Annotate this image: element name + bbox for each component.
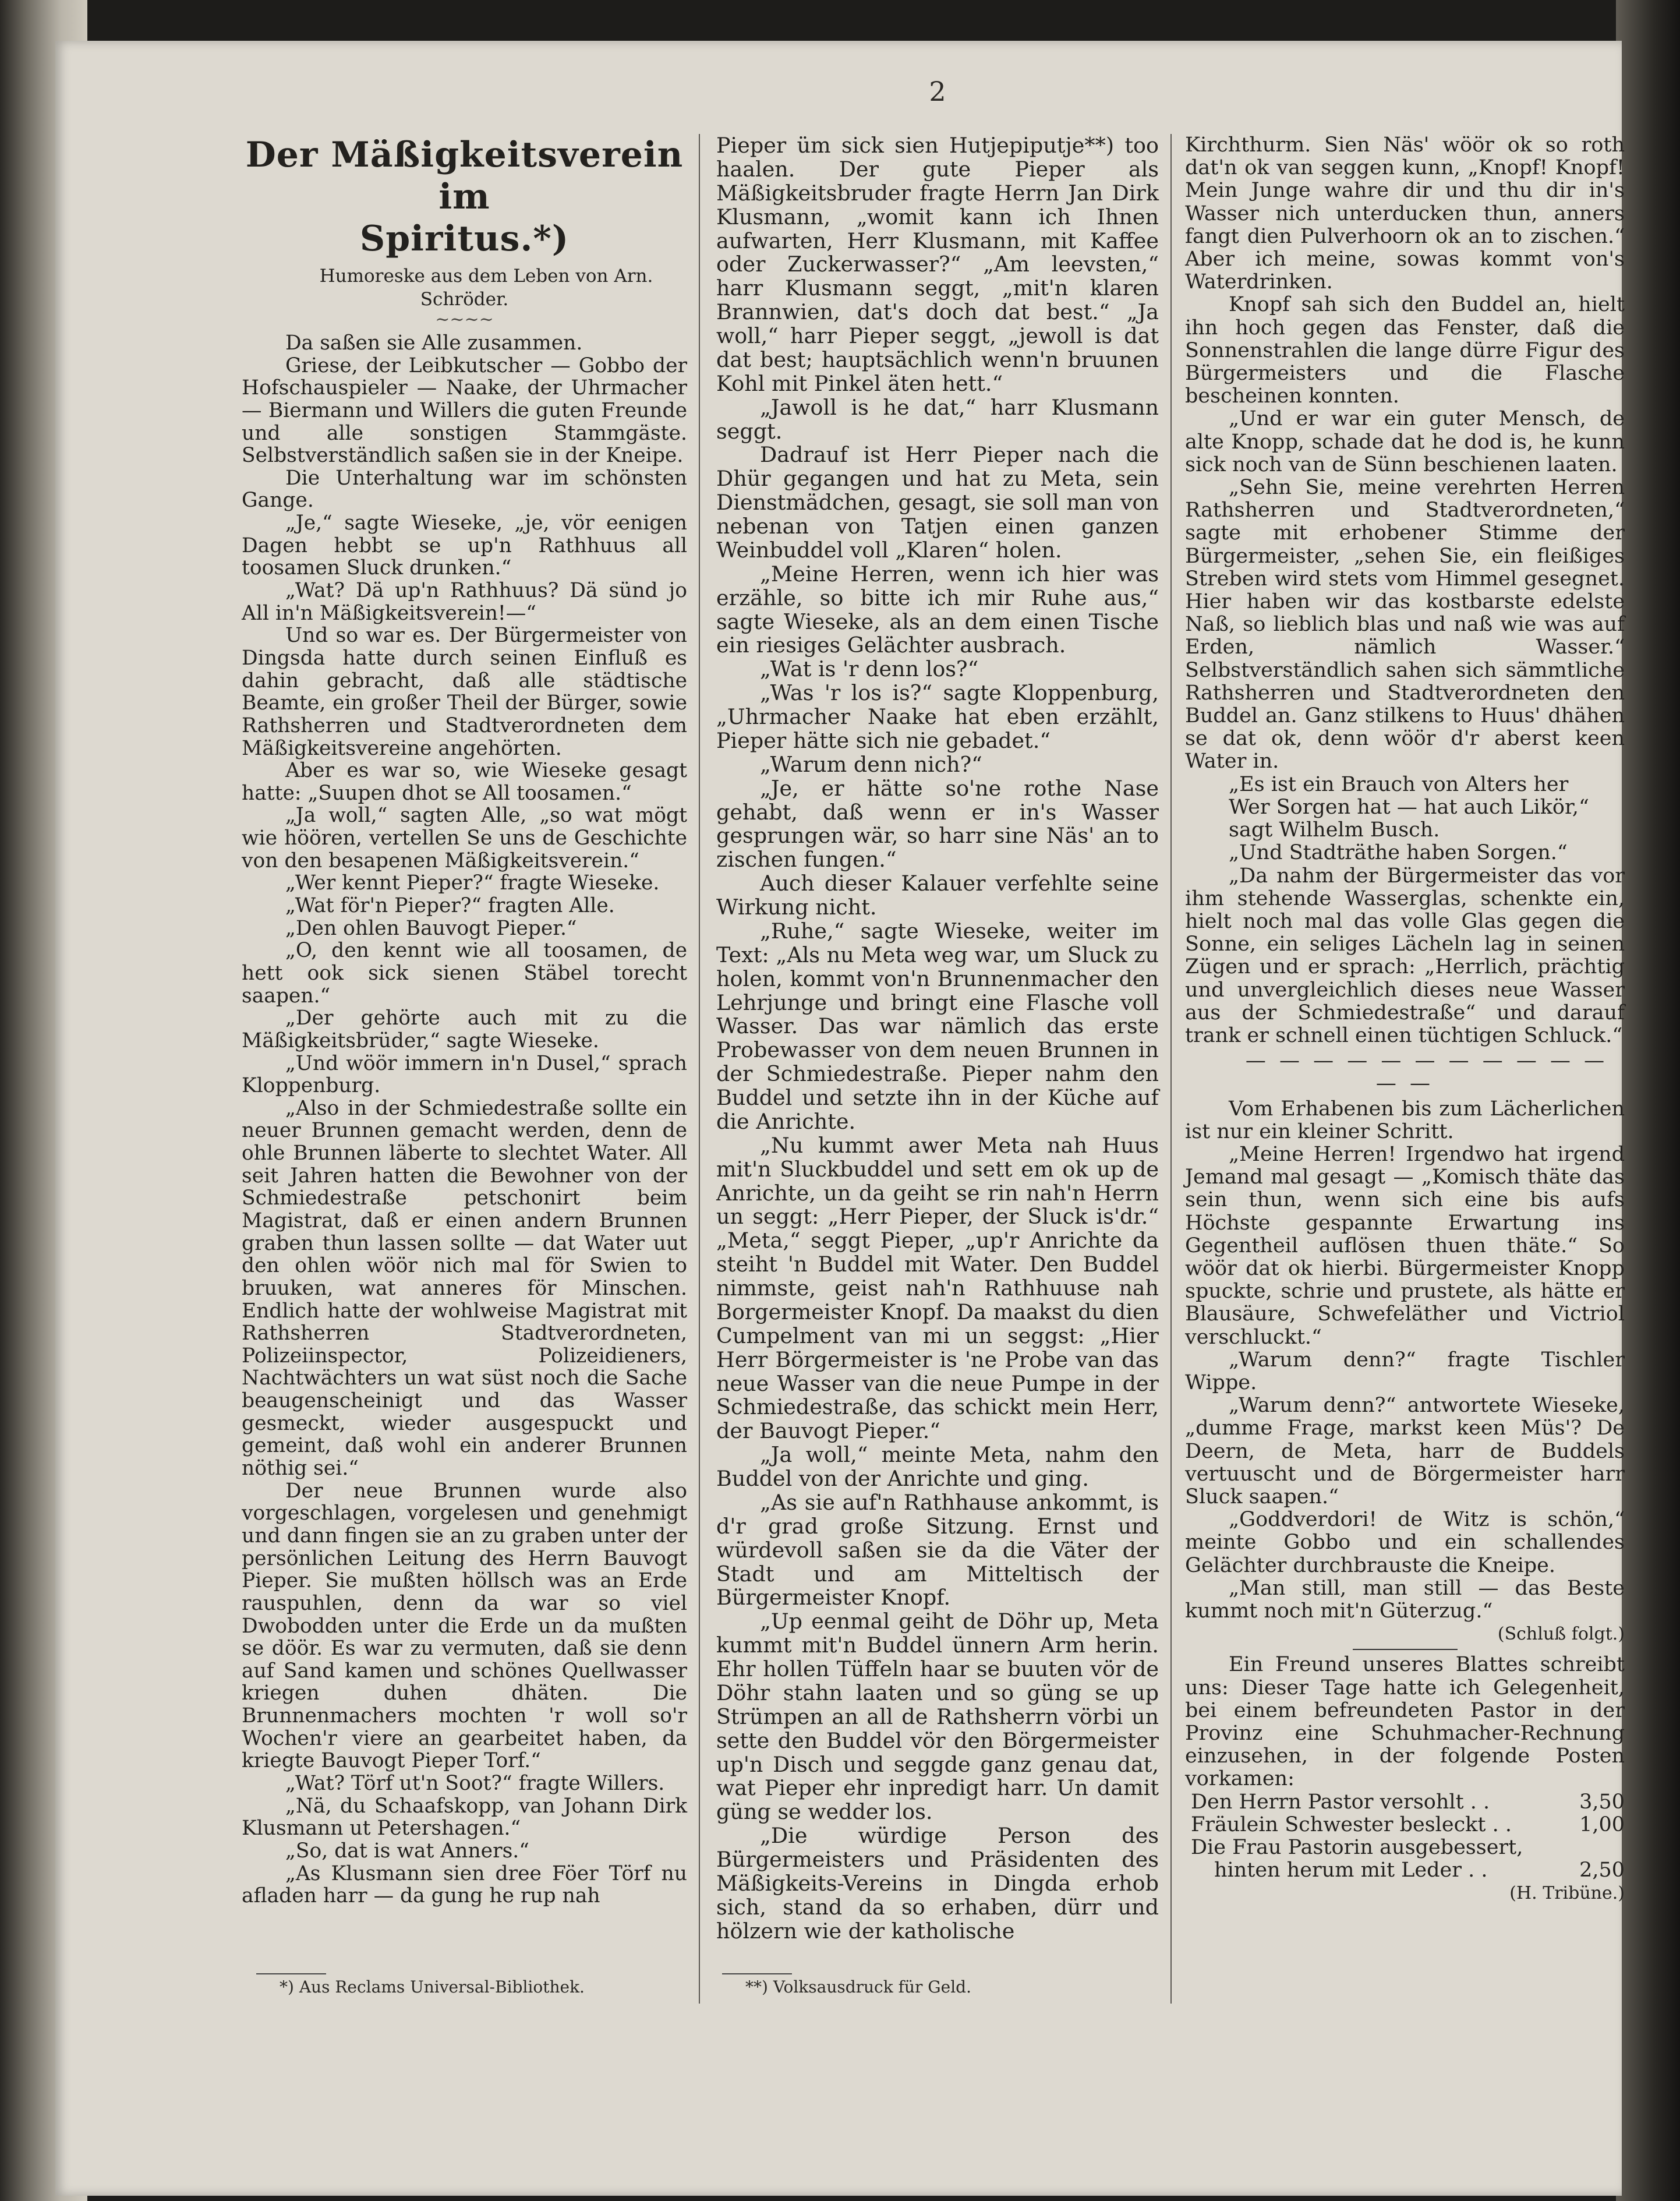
bill-item-amount: 1,00 <box>1579 1813 1625 1836</box>
paragraph: „Meine Herren! Irgendwo hat irgend Jemand mal gesagt — „Komisch thäte das sein thun, wenn sich eine bis aufs Höchste gespannte Erwartung ins Gegentheil auflösen thuen thäte.“ So wöör dat ok hierbi. Bürgermeister Knopp spuckte, schrie und prustete, als hätte er Blausäure, Schwefeläther und Victriol verschluckt.“ <box>1185 1142 1625 1349</box>
book-binding-shadow <box>1616 0 1680 2201</box>
paragraph: „Warum denn?“ antwortete Wieseke, „dumme Frage, markst keen Müs'? De Deern, de Meta, harr de Buddels vertuuscht und de Börgermeister harr Sluck saapen.“ <box>1185 1394 1625 1508</box>
verse-line: Wer Sorgen hat — hat auch Likör,“ <box>1229 795 1589 819</box>
paragraph: Die Unterhaltung war im schönsten Gange. <box>242 466 687 513</box>
column-3 <box>1185 134 1625 1905</box>
paragraph: Griese, der Leibkutscher — Gobbo der Hofschauspieler — Naake, der Uhrmacher — Biermann und Willers die guten Freunde und alle sonstigen Stammgäste. Selbstverständlich saßen sie in der Kneipe. <box>242 354 687 468</box>
section-rule <box>1353 1649 1458 1650</box>
paragraph: „Den ohlen Bauvogt Pieper.“ <box>285 916 577 940</box>
bill-item-label: Den Herrn Pastor versohlt . . <box>1191 1790 1490 1814</box>
paragraph: „As sie auf'n Rathhause ankommt, is d'r grad große Sitzung. Ernst und würdevoll saßen sie da die Väter der Stadt und am Mitteltisch der Bürgermeister Knopf. <box>716 1489 1159 1610</box>
paragraph: „Ja woll,“ meinte Meta, nahm den Buddel von der Anrichte und ging. <box>716 1442 1159 1491</box>
bill-item <box>1185 1836 1625 1859</box>
article-title-line-1: Der Mäßigkeitsverein im <box>245 135 684 217</box>
paragraph: „Wat? Törf ut'n Soot?“ fragte Willers. <box>285 1772 665 1795</box>
paragraph: Da saßen sie Alle zusammen. <box>285 331 583 355</box>
paragraph: „Was 'r los is?“ sagte Kloppenburg, „Uhrmacher Naake hat eben erzählt, Pieper hätte sich nie gebadet.“ <box>716 680 1159 753</box>
bill-item-label: Fräulein Schwester besleckt . . <box>1191 1813 1512 1836</box>
article-title <box>242 134 687 260</box>
bill-list <box>1185 1791 1625 1882</box>
paragraph: „O, den kennt wie all toosamen, de hett ook sick sienen Stäbel torecht saapen.“ <box>242 939 687 1008</box>
article-title-line-2: Spiritus.*) <box>359 218 570 259</box>
paragraph: Pieper üm sick sien Hutjepiputje**) too haalen. Der gute Pieper als Mäßigkeitsbruder fragte Herrn Jan Dirk Klusmann, „womit kann ich Ihnen aufwarten, Herr Klusmann, mit Kaffee oder Zuckerwasser?“ „Am leevsten,“ harr Klusmann seggt, „mit'n klaren Brannwien, dat's doch dat best.“ „Ja woll,“ harr Pieper seggt, „jewoll is dat dat best; hauptsächlich wenn'n bruunen Kohl mit Pinkel äten hett.“ <box>716 133 1159 396</box>
paragraph: „Up eenmal geiht de Döhr up, Meta kummt mit'n Buddel ünnern Arm herin. Ehr hollen Tüffeln haar se buuten vör de Döhr stahn laaten und so güng se up Strümpen an all de Rathsherrn vörbi un sette den Buddel vör den Börgermeister up'n Disch und seggde ganz genau dat, wat Pieper ehr inpredigt harr. Un damit güng se wedder los. <box>716 1609 1159 1825</box>
paragraph: „Sehn Sie, meine verehrten Herren Rathsherren und Stadtverordneten,“ sagte mit erhobener Stimme der Bürgermeister, „sehen Sie, ein fleißiges Streben wird stets vom Himmel gesegnet. Hier haben wir das kostbarste edelste Naß, so lieblich blas und naß wie was auf Erden, nämlich Wasser.“ Selbstverständlich sahen sich sämmtliche Rathsherren und Stadtverordneten den Buddel an. Ganz stilkens to Huus' dhähen se dat ok, denn wöör d'r aberst keen Water in. <box>1185 476 1625 773</box>
footnote-2: **) Volksausdruck für Geld. <box>745 1977 972 1997</box>
paragraph: „Warum denn?“ fragte Tischler Wippe. <box>1185 1348 1625 1394</box>
bill-item <box>1185 1791 1625 1814</box>
footnote-rule-2 <box>722 1973 792 1974</box>
paragraph: „Man still, man still — das Beste kummt noch mit'n Güterzug.“ <box>1185 1576 1625 1623</box>
paragraph: „Wat is 'r denn los?“ <box>760 656 979 682</box>
paragraph: Knopf sah sich den Buddel an, hielt ihn hoch gegen das Fenster, daß die Sonnenstrahlen die lange dürre Figur des Bürgermeisters und die Flasche bescheinen konnten. <box>1185 293 1625 408</box>
verse-attribution: sagt Wilhelm Busch. <box>1229 818 1440 842</box>
article-byline: Humoreske aus dem Leben von Arn. Schröder. <box>319 266 653 310</box>
paragraph: Auch dieser Kalauer verfehlte seine Wirkung nicht. <box>716 871 1159 920</box>
paragraph: „Wat för'n Pieper?“ fragten Alle. <box>285 894 615 918</box>
bill-item <box>1185 1859 1625 1882</box>
paragraph: „Und Stadträthe haben Sorgen.“ <box>1229 841 1568 865</box>
paragraph: „Da nahm der Bürgermeister das vor ihm stehende Wasserglas, schenkte ein, hielt noch mal das volle Glas gegen die Sonne, ein seliges Lächeln lag in seinen Zügen und er sprach: „Herrlich, prächtig und unvergleichlich dieses neue Wasser aus der Schmiedestraße“ und darauf trank er schnell einen tüchtigen Schluck.“ <box>1185 864 1625 1047</box>
paragraph: „Wer kennt Pieper?“ fragte Wieseke. <box>285 871 660 895</box>
paragraph: „Je,“ sagte Wieseke, „je, vör eenigen Dagen hebbt se up'n Rathhuus all toosamen Sluck drunken.“ <box>242 511 687 580</box>
paragraph: „Goddverdori! de Witz is schön,“ meinte Gobbo und ein schallendes Gelächter durchbrauste die Kneipe. <box>1185 1508 1625 1577</box>
paragraph: Vom Erhabenen bis zum Lächerlichen ist nur ein kleiner Schritt. <box>1185 1097 1625 1143</box>
paragraph: „Wat? Dä up'n Rathhuus? Dä sünd jo All in'n Mäßigkeitsverein!—“ <box>242 579 687 625</box>
paragraph: „Also in der Schmiedestraße sollte ein neuer Brunnen gemacht werden, denn de ohle Brunnen läberte to slechtet Water. All seit Jahren hatten die Bewohner von der Schmiedestraße petschonirt beim Magistrat, daß er einen andern Brunnen graben thun lassen sollte — dat Water uut den ohlen wöör nich mal för Swien to bruuken, wat anneres för Minschen. Endlich hatte der wohlweise Magistrat mit Rathsherren Stadtverordneten, Polizeiinspector, Polizeidieners, Nachtwächters un wat süst noch die Sache beaugenscheinigt und das Wasser gesmeckt, wieder ausgespuckt und gemeint, daß wohl ein anderer Brunnen nöthig sei.“ <box>242 1096 687 1481</box>
notice-intro: Ein Freund unseres Blattes schreibt uns: Dieser Tage hatte ich Gelegenheit, bei einem befreundeten Pastor in der Provinz eine Schuhmacher-Rechnung einzusehen, in der folgende Posten vorkamen: <box>1185 1653 1625 1791</box>
ornament-divider: ~~~~ <box>435 309 494 330</box>
bill-item <box>1185 1814 1625 1836</box>
paragraph: „Je, er hätte so'ne rothe Nase gehabt, daß wenn er in's Wasser gesprungen wär, so harr sine Näs' an to zischen fungen.“ <box>716 775 1159 872</box>
paragraph: Aber es war so, wie Wieseke gesagt hatte: „Suupen dhot se All toosamen.“ <box>242 759 687 805</box>
column-1 <box>242 134 687 1907</box>
paragraph: „Der gehörte auch mit zu die Mäßigkeitsbrüder,“ sagte Wieseke. <box>242 1006 687 1052</box>
bill-item-label: Die Frau Pastorin ausgebessert, <box>1191 1836 1523 1860</box>
paragraph: „Und er war ein guter Mensch, de alte Knopp, schade dat he dod is, he kunn sick noch van de Sünn beschienen laaten. <box>1185 407 1625 476</box>
paragraph: „Und wöör immern in'n Dusel,“ sprach Kloppenburg. <box>242 1051 687 1098</box>
source-credit: (H. Tribüne.) <box>1509 1883 1625 1904</box>
column-2 <box>716 134 1159 1944</box>
paragraph: „Jawoll is he dat,“ harr Klusmann seggt. <box>716 394 1159 444</box>
footnote-rule-1 <box>256 1973 326 1974</box>
paragraph: „Die würdige Person des Bürgermeisters und Präsidenten des Mäßigkeits-Vereins in Dingda erhob sich, stand da so erhaben, dürr und hölzern wie der katholische <box>716 1823 1159 1944</box>
paragraph: „Nu kummt awer Meta nah Huus mit'n Sluckbuddel und sett em ok up de Anrichte, un da geiht se rin nah'n Herrn un seggt: „Herr Pieper, der Sluck is'dr.“ „Meta,“ seggt Pieper, „up'r Anrichte da steiht 'n Buddel mit Water. Den Buddel nimmste, geist nah'n Rathhuuse nah Borgermeister Knopf. Da maakst du dien Cumpelment van mi un seggst: „Hier Herr Börgermeister is 'ne Probe van das neue Wasser van die neue Pumpe in der Schmiedestraße, das schickt mein Herr, der Bauvogt Pieper.“ <box>716 1132 1159 1444</box>
footnote-1: *) Aus Reclams Universal-Bibliothek. <box>280 1977 585 1997</box>
paragraph: „Meine Herren, wenn ich hier was erzähle, so bitte ich mir Ruhe aus,“ sagte Wieseke, als an dem einen Tische ein riesiges Gelächter ausbrach. <box>716 561 1159 658</box>
paragraph: „As Klusmann sien dree Föer Törf nu afladen harr — da gung he rup nah <box>242 1861 687 1908</box>
bill-item-label: hinten herum mit Leder . . <box>1214 1859 1488 1882</box>
page-number: 2 <box>929 76 946 107</box>
continued-note: (Schluß folgt.) <box>1497 1624 1625 1645</box>
paragraph: „Ruhe,“ sagte Wieseke, weiter im Text: „Als nu Meta weg war, um Sluck zu holen, kommt von'n Brunnenmacher den Lehrjunge und bringt eine Flasche voll Wasser. Das war nämlich das erste Probewasser von dem neuen Brunnen in der Schmiedestraße. Pieper nahm den Buddel und setzte ihn in der Küche auf die Anrichte. <box>716 918 1159 1134</box>
dash-separator: — — — — — — — — — — — — — <box>1245 1049 1608 1096</box>
paragraph: Dadrauf ist Herr Pieper nach die Dhür gegangen und hat zu Meta, sein Dienstmädchen, gesagt, sie soll man von nebenan von Tatjen einen ganzen Weinbuddel voll „Klaren“ holen. <box>716 442 1159 563</box>
paragraph: Und so war es. Der Bürgermeister von Dingsda hatte durch seinen Einfluß es dahin gebracht, daß alle städtische Beamte, ein großer Theil der Bürger, sowie Rathsherren und Stadtverordneten dem Mäßigkeitsvereine angehörten. <box>242 624 687 760</box>
bill-item-amount: 2,50 <box>1579 1859 1625 1882</box>
paragraph: „Nä, du Schaafskopp, van Johann Dirk Klusmann ut Petershagen.“ <box>242 1794 687 1840</box>
bill-item-amount: 3,50 <box>1579 1790 1625 1814</box>
column-divider-1 <box>699 134 700 2004</box>
paragraph: „Warum denn nich?“ <box>760 751 982 777</box>
paragraph: Kirchthurm. Sien Näs' wöör ok so roth dat'n ok van seggen kunn, „Knopf! Knopf! Mein Junge wahre dir und thu dir in's Wasser nich unterducken thun, anners fangt dien Pulverhoorn ok an to zischen.“ Aber ich meine, sowas kommt von's Waterdrinken. <box>1185 133 1625 294</box>
paragraph: „Ja woll,“ sagten Alle, „so wat mögt wie höören, vertellen Se uns de Geschichte von den besapenen Mäßigkeitsverein.“ <box>242 804 687 872</box>
column-divider-2 <box>1170 134 1172 2004</box>
paragraph: „So, dat is wat Anners.“ <box>285 1839 529 1863</box>
paragraph: Der neue Brunnen wurde also vorgeschlagen, vorgelesen und genehmigt und dann fingen sie an zu graben unter der persönlichen Leitung des Herrn Bauvogt Pieper. Sie mußten höllsch was an Erde rauspuhlen, denn da war so viel Dwobodden unter die Erde un da mußten se döör. Es war zu vermuten, daß sie denn auf Sand kamen und schönes Quellwasser kriegen duhen dhäten. Die Brunnenmachers mochten 'r woll so'r Wochen'r viere an gearbeitet haben, da kriegte Bauvogt Pieper Torf.“ <box>242 1479 687 1773</box>
verse-line: „Es ist ein Brauch von Alters her <box>1229 772 1569 796</box>
